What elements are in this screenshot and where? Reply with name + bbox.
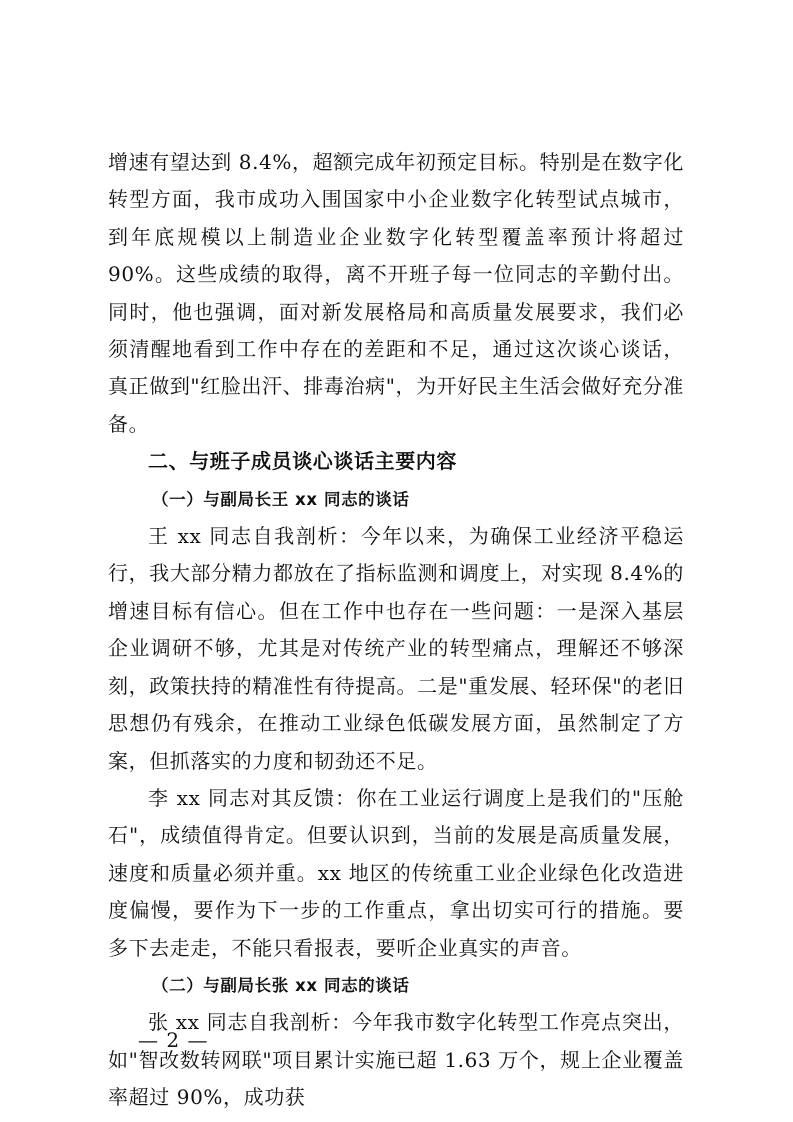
body-paragraph: 王 xx 同志自我剖析：今年以来，为确保工业经济平稳运行，我大部分精力都放在了指标监测和调度上，对实现 8.4%的增速目标有信心。但在工作中也存在一些问题：一是深入基层企业调研不够，尤其是对传统产业的转型痛点，理解还不够深刻，政策扶持的精准性有待提高。二是"重发展、轻环保"的老旧思想仍有残余，在推动工业绿色低碳发展方面，虽然制定了方案，但抓落实的力度和韧劲还不足。 xyxy=(108,524,684,773)
subsection-heading: （一）与副局长王 xx 同志的谈话 xyxy=(152,489,410,509)
section-heading: 二、与班子成员谈心谈话主要内容 xyxy=(148,449,457,474)
body-paragraph: 李 xx 同志对其反馈：你在工业运行调度上是我们的"压舱石"，成绩值得肯定。但要认识到，当前的发展是高质量发展，速度和质量必须并重。xx 地区的传统重工业企业绿色化改造进度偏慢，要作为下一步的工作重点，拿出切实可行的措施。要多下去走走，不能只看报表，要听企业真实的声音。 xyxy=(108,785,684,960)
subsection-heading: （二）与副局长张 xx 同志的谈话 xyxy=(152,975,410,995)
document-body xyxy=(108,144,684,1117)
body-paragraph: 张 xx 同志自我剖析：今年我市数字化转型工作亮点突出，如"智改数转网联"项目累计实施已超 1.63 万个，规上企业覆盖率超过 90%，成功获 xyxy=(108,1010,684,1110)
page-number: — 2 — xyxy=(138,1028,209,1052)
body-paragraph: 增速有望达到 8.4%，超额完成年初预定目标。特别是在数字化转型方面，我市成功入围国家中小企业数字化转型试点城市，到年底规模以上制造业企业数字化转型覆盖率预计将超过 90%。这些成绩的取得，离不开班子每一位同志的辛勤付出。同时，他也强调，面对新发展格局和高质量发展要求，我们必须清醒地看到工作中存在的差距和不足，通过这次谈心谈话，真正做到"红脸出汗、排毒治病"，为开好民主生活会做好充分准备。 xyxy=(108,150,684,436)
